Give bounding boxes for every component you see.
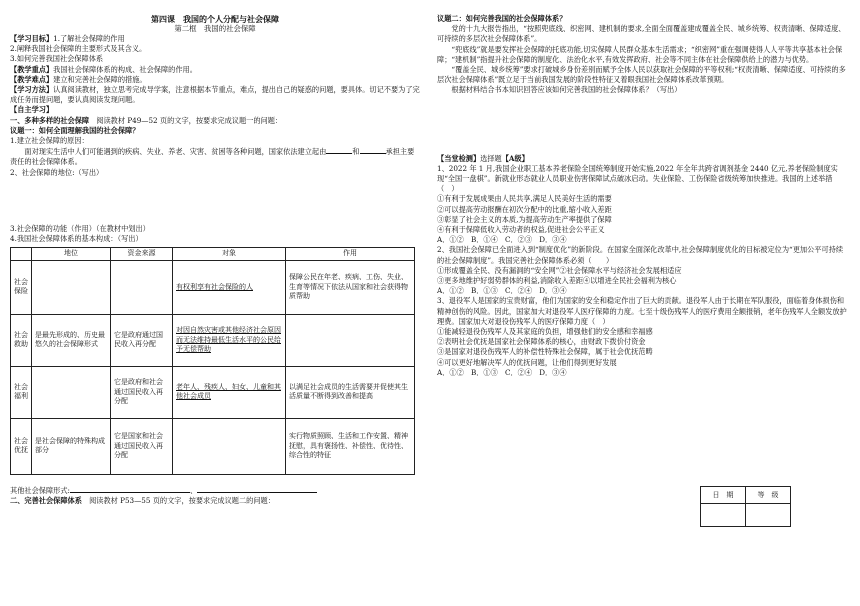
question-2: 2、社会保障的地位:（写出） [10, 167, 104, 177]
blank-1[interactable] [326, 146, 352, 154]
row-status[interactable] [32, 260, 111, 314]
row-target: 对因自然灾害或其他经济社会原因而无法维持最低生活水平的公民给予无偿帮助 [173, 314, 286, 366]
rating-values [701, 504, 791, 527]
lesson-title: 第四课 我国的个人分配与社会保障 [151, 14, 279, 24]
grade-label: 等 级 [746, 487, 791, 504]
mc-question-1: 1、2022 年 1 月,我国企业职工基本养老保险全国统筹制度开始实施,2022 年全年共跨省调剂基金 2440 亿元,养老保险制度实现“全国一盘棋”。新就业形态就业人员职业伤害保障试点破冰启动。失业保险、工伤保险省级统筹加快推进。我国的上述举措（ ） [437, 163, 838, 194]
question-3: 3.社会保障的功能（作用）（在教材中划出） [10, 223, 150, 233]
method-label: 【学习方法】 [10, 85, 54, 95]
material-p1: 党的十九大报告指出，“按照兜底线、织密网、建机制的要求,全面全面覆盖建成覆盖全民、城乡统筹、权责清晰、保障适度、可持续的多层次社会保障体系”。 [437, 24, 846, 44]
row-name: 社会保险 [11, 260, 32, 314]
table-header: 对象 [173, 248, 286, 261]
mc-3-choices[interactable]: A．①② B．①③ C．②④ D．③④ [437, 367, 567, 377]
lesson-subtitle: 第二框 我国的社会保障 [174, 24, 256, 33]
section-1-heading [10, 116, 420, 126]
topic-1: 议题一：如何全面理解我国的社会保障？ [10, 125, 140, 135]
row-name: 社会优抚 [11, 418, 32, 474]
row-target: 有权利享有社会保险的人 [173, 260, 286, 314]
mc-3-option-3: ③是国家对退役伤残军人的补偿性特殊社会保障，属于社会优抚范畴 [437, 347, 653, 357]
grade-field[interactable] [746, 504, 791, 527]
row-name: 社会福利 [11, 366, 32, 418]
goal-line-1 [10, 34, 420, 44]
q1-text-d: 承担主要责任的社会保障体系。 [10, 147, 415, 167]
goal-2: 2.阐释我国社会保障的主要形式及其含义。 [10, 44, 147, 54]
row-role: 实行物质照顾、生活和工作安置、精神抚慰，具有褒扬性、补偿性、优待性、综合性的特征 [286, 418, 415, 474]
row-fund: 它是政府和社会通过国民收入再分配 [111, 366, 173, 418]
check-label: 【当堂检测】 [437, 153, 481, 163]
diff-label: 【教学难点】 [10, 74, 54, 84]
other-blank-2[interactable] [197, 485, 317, 493]
other-blank-1[interactable] [70, 485, 190, 493]
section-2-title: 二、完善社会保障体系 [10, 496, 82, 506]
key-text: 我国社会保障体系的构成、社会保障的作用。 [53, 64, 197, 74]
key-label: 【教学重点】 [10, 64, 54, 74]
topic-2: 议题二：如何完善我国的社会保障体系？ [437, 14, 567, 23]
question-4: 4.我国社会保障体系的基本构成：（写出） [10, 234, 143, 244]
question-1-fill [10, 146, 420, 167]
table-row [11, 260, 415, 314]
row-role: 保障公民在年老、疾病、工伤、失业、生育等情况下依法从国家和社会获得物质帮助 [286, 260, 415, 314]
mc-2-choices[interactable]: A．①② B．①③ C．②④ D．③④ [437, 286, 567, 296]
section-2-heading [10, 496, 420, 506]
row-fund[interactable] [111, 260, 173, 314]
table-header: 作用 [286, 248, 415, 261]
rating-header [701, 487, 791, 504]
goal-1: 1.了解社会保障的作用 [53, 34, 125, 43]
mc-1-option-2: ②可以提高劳动报酬在初次分配中的比重,缩小收入差距 [437, 204, 612, 214]
goal-3: 3.如何完善我国社会保障体系 [10, 54, 104, 64]
row-name: 社会救助 [11, 314, 32, 366]
mc-2-option-1: ①形成覆盖全民、没有漏洞的“安全网”②社会保障水平与经济社会发展相适应 [437, 265, 682, 275]
table-row [11, 418, 415, 474]
table-header-row [11, 248, 415, 261]
level-label: 【A级】 [501, 153, 529, 163]
row-status[interactable] [32, 366, 111, 418]
spacer [10, 475, 420, 485]
mc-question-2: 2、我国社会保障已全面进入到“制度优化”的新阶段。在国家全面深化改革中,社会保障制度优化的目标被定位为“更加公平可持续的社会保障制度”。我国完善社会保障体系必须（ ） [437, 245, 844, 265]
diff-text: 建立和完善社会保障的措施。 [53, 74, 147, 84]
mc-3-option-1: ①能减轻退役伤残军人及其家庭的负担，增强他们的安全感和幸福感 [437, 327, 653, 337]
table-row [11, 314, 415, 366]
date-field[interactable] [701, 504, 746, 527]
mc-3-option-4: ④可以更好地解决军人的优抚问题，让他们得到更好发展 [437, 357, 617, 367]
self-study-label: 【自主学习】 [10, 105, 54, 115]
section-1-read: 阅读教材 P49—52 页的文字，按要求完成议题一的问题： [96, 115, 283, 125]
other-label: 其他社会保障形式: [10, 485, 70, 495]
row-target[interactable] [173, 418, 286, 474]
date-grade-box [700, 486, 791, 527]
table-header [11, 248, 32, 261]
answer-space-2[interactable] [10, 178, 420, 224]
row-role: 以满足社会成员的生活需要并促使其生活质量不断得到改善和提高 [286, 366, 415, 418]
row-fund: 它是国家和社会通过国民收入再分配 [111, 418, 173, 474]
mc-3-option-2: ②表明社会优抚是国家社会保障体系的核心，由财政下拨价付资金 [437, 337, 646, 347]
q1-text-b: 由 [319, 147, 327, 157]
q1-text-c: 和 [352, 147, 360, 157]
security-table [10, 247, 415, 475]
date-label: 日 期 [701, 487, 746, 504]
other-forms: 其他社会保障形式: 、 [10, 485, 420, 496]
table-header: 资金来源 [111, 248, 173, 261]
right-column [437, 14, 847, 378]
mc-1-option-4: ④有利于保障低收入劳动者的权益,促进社会公平正义 [437, 225, 605, 235]
q1-text-a: 面对现实生活中人们可能遇到的疾病、失业、养老、灾害、贫困等各种问题，国家依法建立起 [24, 147, 320, 157]
table-row [11, 366, 415, 418]
key-point [10, 65, 420, 75]
row-status: 是最先形成的、历史最悠久的社会保障形式 [32, 314, 111, 366]
section-2-read: 阅读教材 P53—55 页的文字，按要求完成议题二的问题： [89, 496, 275, 506]
mc-1-choices[interactable]: A．①② B．①④ C．②③ D．③④ [437, 235, 567, 245]
mc-1-option-3: ③彰显了社会主义的本质,为提高劳动生产率提供了保障 [437, 214, 612, 224]
material-question: 根据材料结合书本知识回答应该如何完善我国的社会保障体系？（写出） [451, 85, 682, 95]
goal-label: 【学习目标】 [10, 34, 54, 43]
check-type: 选择题 [480, 153, 502, 163]
row-fund: 它是政府通过国民收入再分配 [111, 314, 173, 366]
mc-question-3: 3、退役军人是国家的宝贵财富，他们为国家的安全和稳定作出了巨大的贡献。退役军人由于长期在军队服役，面临着身体损伤和精神创伤的风险。因此，国家加大对退役军人医疗保障的力度。七至十级伤残军人的医疗费用全额报销，老年伤残军人全额发放护理费。国家加大对退役伤残军人的医疗保障力度（ ） [437, 296, 847, 326]
blank-2[interactable] [360, 146, 386, 154]
difficulty [10, 75, 420, 85]
material-p3: “覆盖全民、城乡统筹”要求打破城乡身份差别而赋予全体人民以获取社会保障的平等权利;“权责清晰、保障适度、可持续的多层次社会保障体系”既立足于当前我国发展的阶段性特征又着眼我国社会保障体系改革预期。 [437, 65, 846, 85]
row-status: 是社会保障的特殊构成部分 [32, 418, 111, 474]
row-target: 老年人、残疾人、妇女、儿童和其他社会成员 [173, 366, 286, 418]
table-header: 地位 [32, 248, 111, 261]
left-column [10, 14, 420, 506]
material-p2: “兜底线”就是要发挥社会保障的托底功能,切实保障人民群众基本生活需求；“织密网”重在强调使得人人平等共享基本社会保障；“建机制”指提升社会保障的制度化、法治化水平,有效发挥政府、社会等不同主体在社会保障供给上的潜力与优势。 [437, 44, 843, 64]
mc-1-option-1: ①有利于发展成果由人民共享,满足人民美好生活的需要 [437, 194, 612, 204]
check-heading [437, 154, 847, 164]
method [10, 85, 420, 105]
answer-space-topic-2[interactable] [437, 96, 847, 154]
method-text: 认真阅读教材，独立思考完成导学案，注意根据本节重点，难点，提出自己的疑惑的问题，要具体。切记不要为了完成任务而提问题，要认真阅读发现问题。 [10, 85, 420, 105]
section-1-title: 一、多种多样的社会保障 [10, 115, 90, 125]
row-role[interactable] [286, 314, 415, 366]
mc-2-option-2: ③更多地维护好弱势群体的利益,消除收入差距④以增进全民社会福利为核心 [437, 276, 677, 286]
question-1: 1.建立社会保障的原因： [10, 136, 89, 146]
